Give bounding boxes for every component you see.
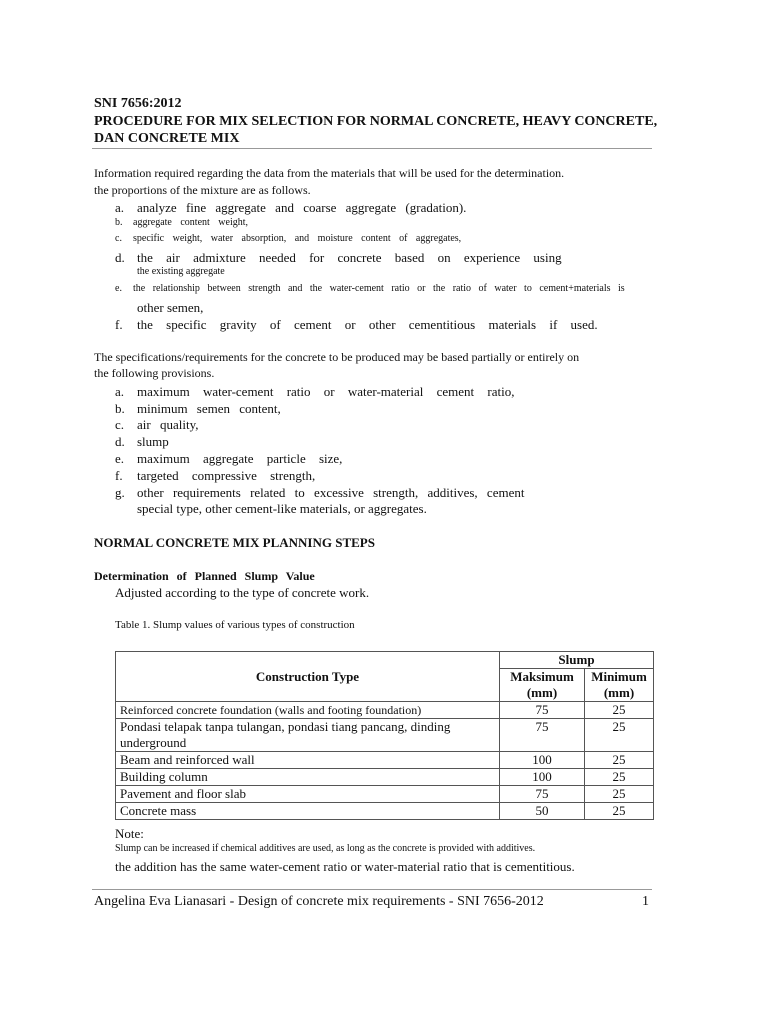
section-heading: NORMAL CONCRETE MIX PLANNING STEPS [94,535,375,550]
table-row [116,702,654,719]
cell-type: Beam and reinforced wall [116,752,500,769]
cell-min: 25 [585,769,654,786]
table-row [116,752,654,769]
cell-type: Concrete mass [116,803,500,820]
table-row [116,769,654,786]
sub-text: Adjusted according to the type of concrete work. [115,585,370,600]
info-item-d-cont: the existing aggregate [137,266,225,277]
note-line2: the addition has the same water-cement ratio or water-material ratio that is cementitious. [115,859,575,874]
cell-max: 75 [500,719,585,752]
page-number: 1 [642,894,649,909]
doc-title-line2: DAN CONCRETE MIX [94,131,240,146]
cell-min: 25 [585,803,654,820]
header-min: Minimum (mm) [585,669,654,702]
sub-heading: Determination of Planned Slump Value [94,569,315,583]
slump-table [115,651,654,820]
cell-min: 25 [585,752,654,769]
header-construction-type: Construction Type [116,652,500,702]
footer-divider [92,889,652,890]
table-header-row [116,652,654,669]
header-divider [92,148,652,149]
table-row [116,803,654,820]
spec-intro-line1: The specifications/requirements for the concrete to be produced may be based partially or entirely on [94,350,580,364]
table-row [116,719,654,752]
cell-max: 75 [500,702,585,719]
table-caption: Table 1. Slump values of various types of construction [115,619,355,631]
cell-type: Building column [116,769,500,786]
cell-max: 75 [500,786,585,803]
standard-code: SNI 7656:2012 [94,96,182,111]
cell-min: 25 [585,719,654,752]
cell-type: Pavement and floor slab [116,786,500,803]
cell-min: 25 [585,786,654,803]
document-page: SNI 7656:2012 PROCEDURE FOR MIX SELECTION FOR NORMAL CONCRETE, HEAVY CONCRETE, DAN CONCRETE MIX Information required regarding the data from the materials that will be used for the determination. the proportions of the mixture are as follows. a. analyze fine aggregate and coarse aggregate (gradation). b. aggregate content weight, c. specific weight, water absorption, and moisture content of aggregates, d. the air admixture needed for concrete based on experience using the existing aggregate e. the relationship between strength and the water-cement ratio or the ratio of water to cement+materials is other semen, f. the specific gravity of cement or other cementitious materials if used. The specifications/requirements for the concrete to be produced may be based partially or entirely on the following provisions. a. maximum water-cement ratio or water-material cement ratio, b. minimum semen content, c. air quality, d. slump e. maximum aggregate particle size, f. targeted compressive strength, g. other requirements related to excessive strength, additives, cement special type, other cement-like materials, or aggregates. NORMAL CONCRETE MIX PLANNING STEPS Determination of Planned Slump Value Adjusted according to the type of concrete work. Table 1. Slump values of various types of construction Construction Type Slump Maksimum (mm) Minimum (mm) Reinforced concrete foundation (walls and footing foundation) 75 25 Pondasi telapak tanpa tulangan, pondasi tiang pancang, dinding underground 75 25 Beam and reinforced wall 100 25 Building column 100 25 Pavement and floor slab 75 25 Concrete mass 50 25 Note: Slump can be increased if chemical additives are used, as long as the concrete is provided with additives. the addition has the same water-cement ratio or water-material ratio that is cementitious. Angelina Eva Lianasari - Design of concrete mix requirements - SNI 7656-2012 1 [94,96,658,909]
cell-min: 25 [585,702,654,719]
info-intro-line2: the proportions of the mixture are as follows. [94,183,311,197]
cell-max: 50 [500,803,585,820]
cell-type: Pondasi telapak tanpa tulangan, pondasi tiang pancang, dinding underground [116,719,500,752]
cell-max: 100 [500,752,585,769]
info-intro-line1: Information required regarding the data from the materials that will be used for the determination. [94,166,565,180]
cell-type: Reinforced concrete foundation (walls and footing foundation) [116,702,500,719]
doc-title-line1: PROCEDURE FOR MIX SELECTION FOR NORMAL CONCRETE, HEAVY CONCRETE, [94,114,658,129]
footer-text: Angelina Eva Lianasari - Design of concrete mix requirements - SNI 7656-2012 [94,894,544,909]
note-label: Note: [115,826,144,841]
cell-max: 100 [500,769,585,786]
spec-intro-line2: the following provisions. [94,366,215,380]
header-slump: Slump [500,652,654,669]
note-line1: Slump can be increased if chemical additives are used, as long as the concrete is provided with additives. [115,843,536,854]
spec-item-g-cont: special type, other cement-like materials, or aggregates. [137,501,427,516]
info-item-e-cont: other semen, [137,300,204,315]
table-row [116,786,654,803]
header-max: Maksimum (mm) [500,669,585,702]
